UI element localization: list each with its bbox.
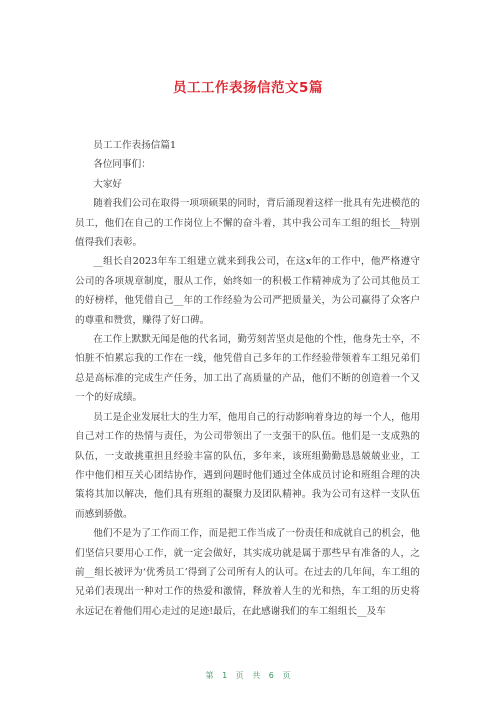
body-paragraph: __组长自2023年车工组建立就来到我公司，在这x年的工作中，他严格遵守公司的各项规章制度，服从工作，始终如一的积极工作精神成为了公司其他员工的好榜样，他凭借自己__年的工作经验为公司严把质量关，为公司赢得了众客户的尊重和赞赏，赚得了好口碑。 — [75, 256, 420, 326]
document-title: 员工工作表扬信范文5篇 — [173, 80, 323, 96]
body-paragraph: 随着我们公司在取得一项项硕果的同时，背后涌现着这样一批具有先进模范的员工，他们在自己的工作岗位上不懈的奋斗着，其中我公司车工组的组长__特别值得我们表彰。 — [75, 198, 420, 249]
body-paragraph: 员工是企业发展壮大的生力军，他用自己的行动影响着身边的每一个人，他用自己对工作的热情与责任，为公司带领出了一支强干的队伍。他们是一支成熟的队伍，一支敢挑重担且经验丰富的队伍，多年来，该班组勤勤恳恳兢兢业业，工作中他们相互关心团结协作，遇到问题时他们通过全体成员讨论和班组合理的决策将其加以解决，他们具有班组的凝聚力及团队精神。我为公司有这样一支队伍而感到骄傲。 — [75, 411, 420, 520]
section-heading: 员工工作表扬信篇1 — [93, 140, 177, 151]
body-paragraph: 他们不是为了工作而工作，而是把工作当成了一份责任和成就自己的机会，他们坚信只要用心工作，就一定会做好，其实成功就是属于那些早有准备的人，之前__组长被评为‘优秀员工’得到了公司所有人的认可。在过去的几年间，车工组的兄弟们表现出一种对工作的热爱和激情，释放着人生的光和热，车工组的历史将永远记在着他们用心走过的足迹!最后，在此感谢我们的车工组组长__及车 — [75, 528, 420, 617]
document-body — [75, 136, 420, 621]
greeting: 大家好 — [93, 178, 123, 190]
salutation: 各位同事们： — [93, 159, 151, 171]
body-paragraph: 在工作上默默无闻是他的代名词，勤劳刻苦坚贞是他的个性，他身先士卒，不怕脏不怕累忘我的工作在一线，他凭借自己多年的工作经验带领着车工组兄弟们总是高标准的完成生产任务，加工出了高质量的产品，他们不断的创造着一个又一个的好成绩。 — [75, 334, 420, 404]
page-number-footer: 第 1 页 共 6 页 — [205, 671, 291, 680]
